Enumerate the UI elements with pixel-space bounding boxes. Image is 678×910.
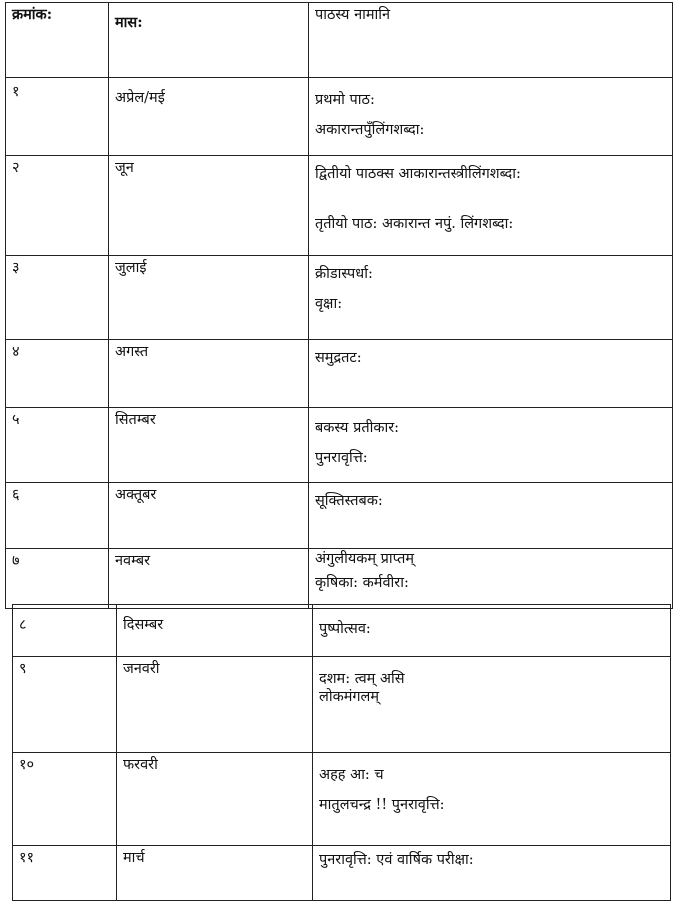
row-month: जनवरी xyxy=(123,661,160,677)
row-num: ११ xyxy=(19,850,35,866)
lesson-name: मातुलचन्द्र !! पुनरावृत्ति: xyxy=(319,797,445,813)
row-num: ३ xyxy=(12,260,20,276)
table-row xyxy=(6,78,673,156)
table-row xyxy=(6,340,673,408)
table-row xyxy=(13,846,671,901)
row-month: अप्रेल/मई xyxy=(115,90,165,106)
row-num: ९ xyxy=(19,661,27,677)
lesson-name: दशम: त्वम् असि xyxy=(319,671,405,687)
lesson-name: समुद्रतट: xyxy=(315,350,362,366)
table-row xyxy=(13,753,671,846)
row-month: जून xyxy=(115,160,134,176)
header-serial: क्रमांक: xyxy=(12,6,53,23)
table-row xyxy=(6,256,673,340)
table-row xyxy=(6,549,673,609)
row-num: ५ xyxy=(12,412,20,428)
row-month: अगस्त xyxy=(115,344,149,360)
lesson-name: पुनरावृत्ति: xyxy=(315,450,368,466)
row-num: १० xyxy=(19,757,35,773)
row-month: फरवरी xyxy=(123,757,158,773)
row-num: २ xyxy=(12,160,20,176)
row-num: ८ xyxy=(19,617,27,633)
lesson-name: कृषिका: कर्मवीरा: xyxy=(315,575,409,591)
row-num: ६ xyxy=(12,487,20,503)
table-row xyxy=(6,408,673,483)
row-num: १ xyxy=(12,84,20,100)
lesson-name: सूक्तिस्तबक: xyxy=(315,493,383,509)
lesson-name: प्रथमो पाठ: xyxy=(315,92,375,108)
header-lessons: पाठस्य नामानि xyxy=(315,7,391,23)
table-row xyxy=(13,657,671,753)
table-header-row xyxy=(6,3,673,78)
syllabus-table-lower xyxy=(12,604,671,901)
lesson-name: अंगुलीयकम् प्राप्तम् xyxy=(315,551,415,567)
row-num: ४ xyxy=(12,344,20,360)
lesson-name: लोकमंगलम् xyxy=(319,689,380,705)
lesson-name: पुनरावृत्ति: एवं वार्षिक परीक्षा: xyxy=(319,852,474,868)
syllabus-table-upper xyxy=(5,2,673,609)
table-row xyxy=(6,156,673,256)
row-month: सितम्बर xyxy=(115,412,156,428)
row-month: जुलाई xyxy=(115,260,147,276)
row-month: मार्च xyxy=(123,850,145,866)
table-row xyxy=(6,483,673,549)
lesson-name: द्वितीयो पाठक्स आकारान्तस्त्रीलिंगशब्दा: xyxy=(315,166,521,182)
row-month: नवम्बर xyxy=(115,553,151,569)
row-num: ७ xyxy=(12,553,20,569)
header-month: मास: xyxy=(115,14,143,31)
row-month: दिसम्बर xyxy=(123,617,164,633)
lesson-name: तृतीयो पाठ: अकारान्त नपुं. लिंगशब्दा: xyxy=(315,216,514,232)
lesson-name: अहह आ: च xyxy=(319,767,384,783)
lesson-name: अकारान्तपुँलिंगशब्दा: xyxy=(315,122,425,138)
lesson-name: वृक्षा: xyxy=(315,296,343,312)
table-row xyxy=(13,605,671,657)
lesson-name: क्रीडास्पर्धा: xyxy=(315,266,373,282)
row-month: अक्तूबर xyxy=(115,487,157,503)
lesson-name: पुष्पोत्सव: xyxy=(319,621,371,637)
lesson-name: बकस्य प्रतीकार: xyxy=(315,420,400,436)
